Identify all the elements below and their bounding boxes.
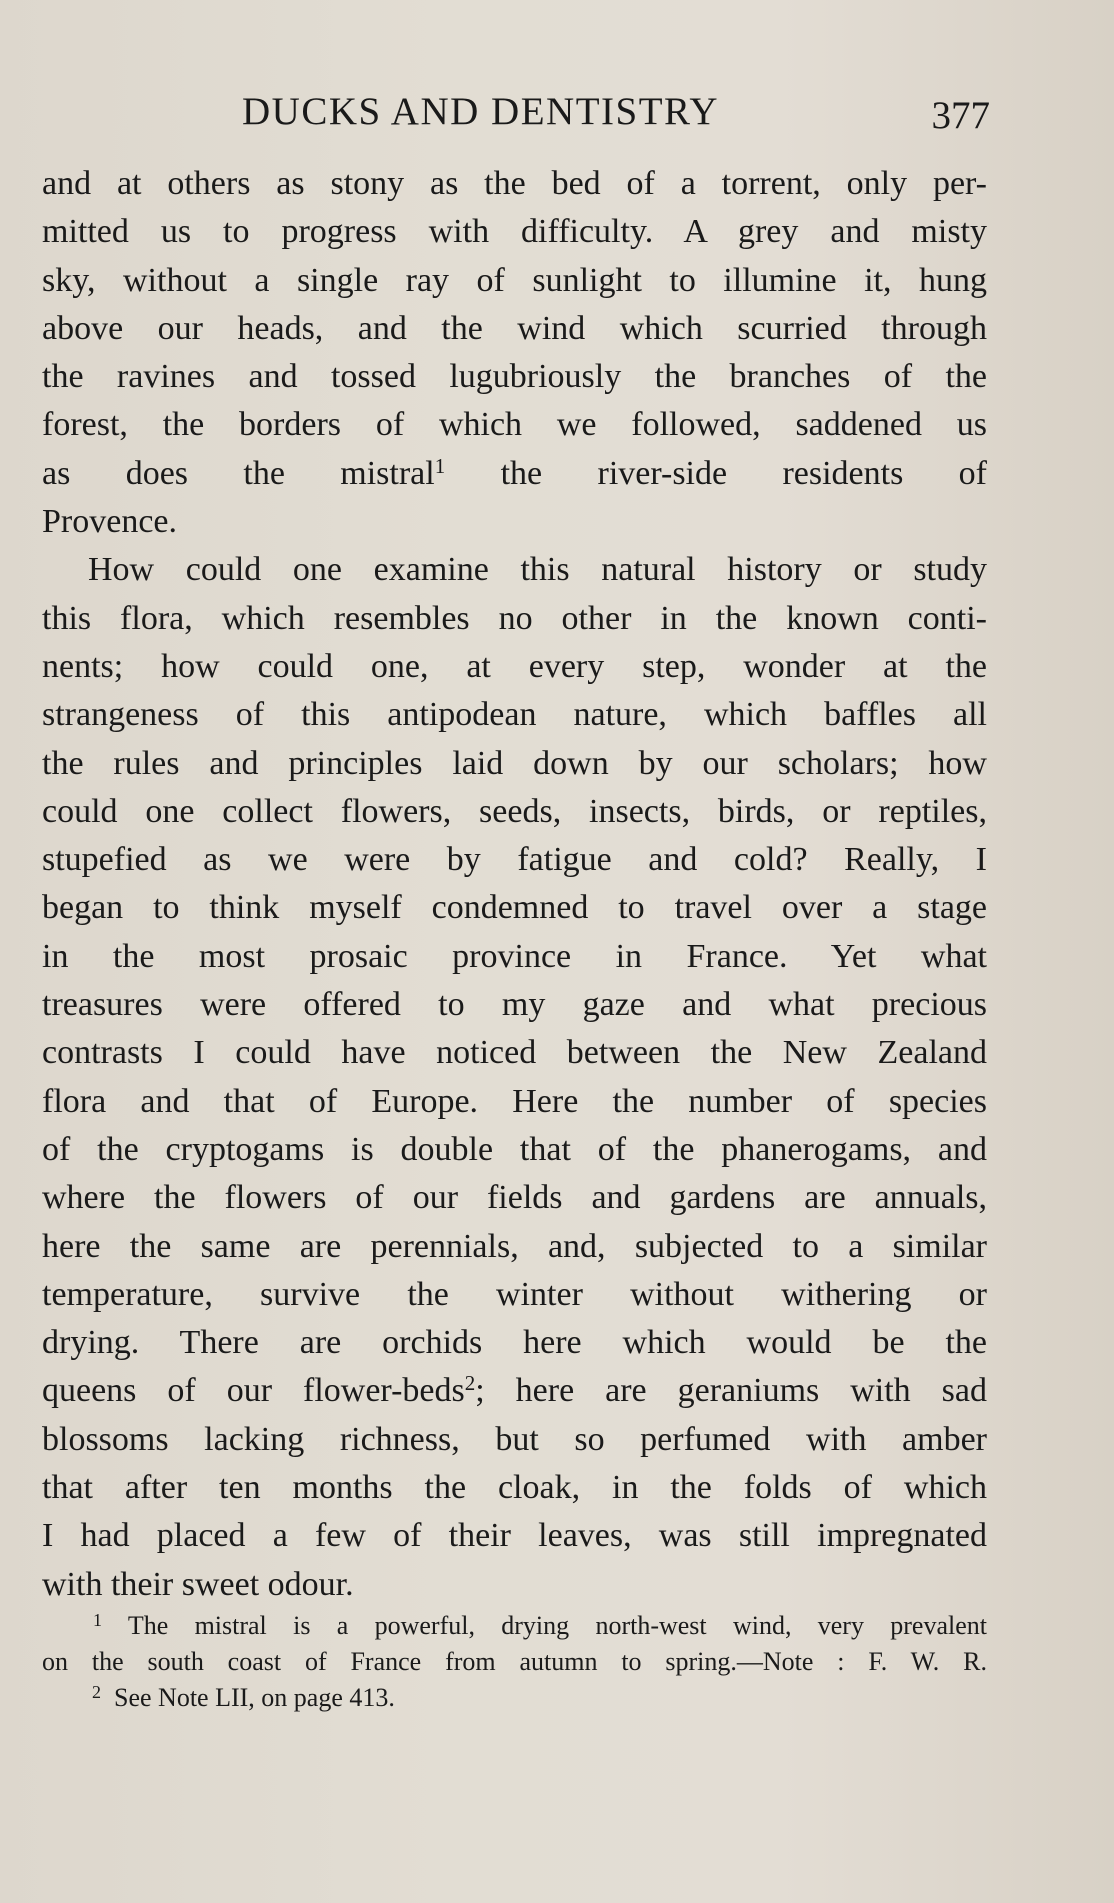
text-line: Provence. (42, 503, 178, 541)
text-line: drying. There are orchids here which would be the (42, 1324, 987, 1362)
page-number: 377 (931, 94, 990, 137)
text-line: How could one examine this natural history or study (88, 551, 987, 589)
body-text (42, 160, 987, 1609)
text-line: above our heads, and the wind which scurried through (42, 309, 987, 347)
text-line: contrasts I could have noticed between the New Zealand (42, 1034, 987, 1072)
text-line: and at others as stony as the bed of a torrent, only per- (42, 165, 987, 202)
text-line: stupefied as we were by fatigue and cold? Really, I (42, 841, 987, 879)
text-line: sky, without a single ray of sunlight to illumine it, hung (42, 261, 987, 299)
text-line: strangeness of this antipodean nature, which baffles all (42, 696, 987, 734)
text-line: the ravines and tossed lugubriously the branches of the (42, 358, 987, 396)
footnote-1-mark: 1 (93, 1610, 102, 1630)
footnote-ref-1: 1 (434, 453, 446, 478)
running-title: DUCKS AND DENTISTRY (242, 90, 720, 133)
text-line: nents; how could one, at every step, wonder at the (42, 647, 987, 685)
text-line-flower-beds (42, 1367, 987, 1415)
text-segment: as does the mistral (42, 454, 435, 492)
text-segment: queens of our flower-beds (42, 1372, 465, 1410)
text-line: here the same are perennials, and, subjected to a similar (42, 1227, 987, 1265)
footnote-ref-2: 2 (464, 1371, 476, 1396)
footnote-1-line (42, 1608, 987, 1644)
text-line: in the most prosaic province in France. Yet what (42, 937, 987, 975)
text-line: this flora, which resembles no other in the known conti- (42, 599, 987, 637)
text-line: forest, the borders of which we followed, saddened us (42, 406, 987, 444)
text-line: with their sweet odour. (42, 1565, 354, 1603)
footnote-2-text: See Note LII, on page 413. (114, 1683, 395, 1712)
footnotes (42, 1608, 987, 1716)
text-line: temperature, survive the winter without withering or (42, 1275, 987, 1313)
text-segment: the river-side residents of (500, 454, 988, 492)
text-line: blossoms lacking richness, but so perfumed with amber (42, 1420, 987, 1458)
text-line-mistral (42, 450, 987, 498)
text-line: where the flowers of our fields and gardens are annuals, (42, 1179, 987, 1217)
footnote-1-text: The mistral is a powerful, drying north-west wind, very prevalent (127, 1611, 988, 1640)
text-line: that after ten months the cloak, in the folds of which (42, 1469, 987, 1507)
text-line: of the cryptogams is double that of the phanerogams, and (42, 1130, 987, 1168)
text-line: the rules and principles laid down by our scholars; how (42, 744, 987, 782)
text-line: flora and that of Europe. Here the number of species (42, 1082, 987, 1120)
text-segment: ; here are geraniums with sad (475, 1372, 987, 1410)
footnote-1-line: on the south coast of France from autumn to spring.—Note : F. W. R. (42, 1647, 987, 1676)
text-line: treasures were offered to my gaze and what precious (42, 986, 987, 1024)
text-line: I had placed a few of their leaves, was still impregnated (42, 1517, 987, 1555)
text-line: began to think myself condemned to travel over a stage (42, 889, 987, 927)
running-head (40, 82, 990, 142)
text-line: mitted us to progress with difficulty. A grey and misty (42, 213, 987, 251)
text-line: could one collect flowers, seeds, insects, birds, or reptiles, (42, 792, 987, 830)
footnote-2-line (42, 1680, 987, 1716)
footnote-2-mark: 2 (92, 1682, 101, 1702)
